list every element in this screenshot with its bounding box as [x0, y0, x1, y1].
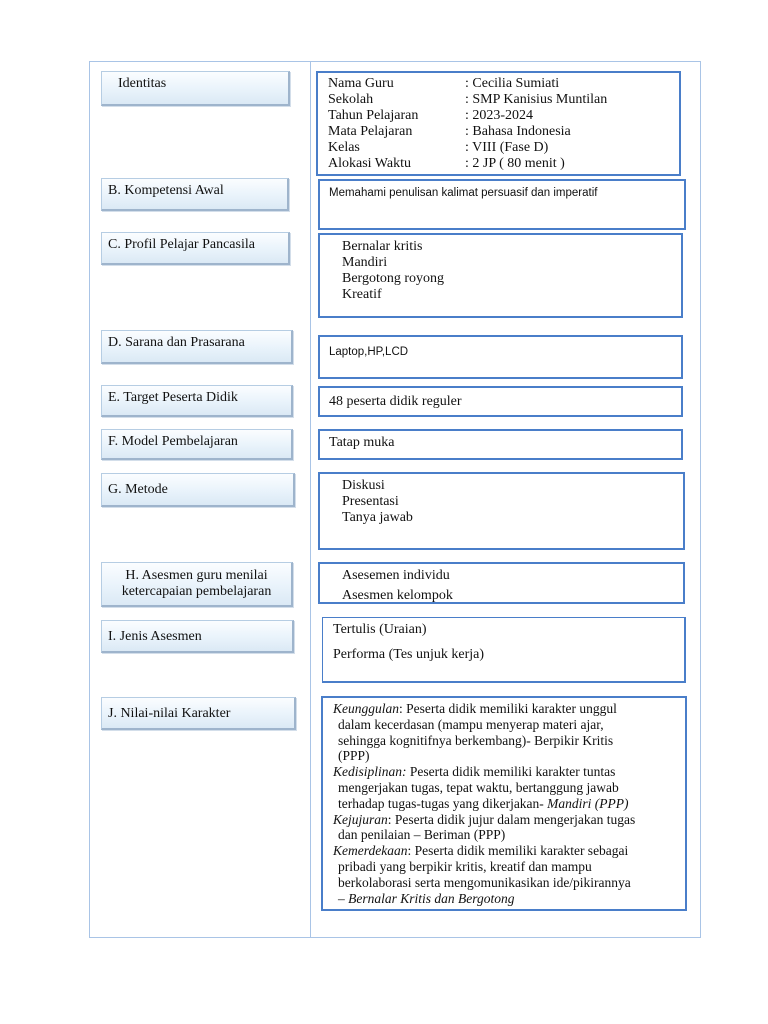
identitas-box [316, 71, 681, 176]
mata-pelajaran-value: : Bahasa Indonesia [465, 124, 571, 139]
profil-item: Bernalar kritis [342, 239, 423, 254]
sekolah-value: : SMP Kanisius Muntilan [465, 92, 608, 107]
target-value: 48 peserta didik reguler [329, 394, 462, 409]
identitas-table [328, 76, 669, 172]
asesmen-guru-label-line2: ketercapaian pembelajaran [121, 584, 272, 599]
nama-guru-value: : Cecilia Sumiati [465, 76, 560, 91]
kedisiplinan-text: Peserta didik memiliki karakter tuntas [406, 764, 616, 780]
tahun-pelajaran-value: : 2023-2024 [465, 108, 534, 123]
sarana-box [318, 335, 683, 379]
kemerdekaan-text: pribadi yang berpikir kritis, kreatif dan mampu [338, 858, 592, 874]
jenis-asesmen-box [322, 617, 686, 683]
kelas-key: Kelas [328, 140, 360, 155]
kejujuran-text: : Peserta didik jujur dalam mengerjakan tugas [387, 811, 636, 827]
kelas-value: : VIII (Fase D) [465, 140, 549, 155]
kompetensi-awal-label: B. Kompetensi Awal [101, 178, 289, 211]
metode-item: Tanya jawab [342, 510, 413, 525]
tahun-pelajaran-key: Tahun Pelajaran [328, 108, 419, 123]
keunggulan-text: sehingga kognitifnya berkembang)- Berpikir Kritis [338, 732, 614, 748]
column-divider [310, 62, 311, 938]
metode-item: Presentasi [342, 494, 399, 509]
kemerdekaan-paragraph [333, 843, 675, 906]
asesmen-guru-label-line1: H. Asesmen guru menilai [125, 568, 268, 583]
jenis-asesmen-item: Performa (Tes unjuk kerja) [333, 647, 485, 662]
profil-item: Kreatif [342, 287, 382, 302]
kompetensi-awal-box [318, 179, 686, 230]
alokasi-waktu-value: : 2 JP ( 80 menit ) [465, 156, 565, 171]
asesmen-guru-label [101, 562, 293, 607]
asesmen-guru-box [318, 562, 685, 604]
model-value: Tatap muka [329, 435, 395, 450]
model-label: F. Model Pembelajaran [101, 429, 293, 460]
sarana-label: D. Sarana dan Prasarana [101, 330, 293, 364]
kejujuran-paragraph [333, 812, 675, 844]
kedisiplinan-term: Kedisiplinan: [333, 764, 407, 780]
profil-item: Mandiri [342, 255, 388, 270]
kemerdekaan-text: : Peserta didik memiliki karakter sebagai [407, 843, 629, 859]
profil-pelajar-box [318, 233, 683, 318]
kompetensi-awal-value: Memahami penulisan kalimat persuasif dan imperatif [329, 187, 598, 199]
nama-guru-key: Nama Guru [328, 76, 394, 91]
keunggulan-term: Keunggulan [333, 701, 399, 716]
nilai-karakter-box [321, 696, 687, 911]
metode-label: G. Metode [101, 473, 295, 507]
sarana-value: Laptop,HP,LCD [329, 346, 409, 358]
kemerdekaan-text: berkolaborasi serta mengomunikasikan ide/pikirannya [338, 874, 631, 890]
keunggulan-text: (PPP) [338, 748, 370, 764]
kemerdekaan-term: Kemerdekaan [333, 843, 408, 859]
jenis-asesmen-label: I. Jenis Asesmen [101, 620, 294, 653]
metode-item: Diskusi [342, 478, 385, 493]
metode-box [318, 472, 685, 550]
keunggulan-text: : Peserta didik memiliki karakter unggul [399, 701, 617, 716]
kejujuran-text: dan penilaian – Beriman (PPP) [338, 827, 506, 843]
profil-item: Bergotong royong [342, 271, 445, 286]
asesmen-item: Asesmen kelompok [342, 588, 453, 603]
kedisiplinan-text: terhadap tugas-tugas yang dikerjakan- [338, 795, 548, 811]
keunggulan-text: dalam kecerdasan (mampu menyerap materi ajar, [338, 716, 604, 732]
target-box [318, 386, 683, 417]
keunggulan-paragraph [333, 701, 675, 764]
mata-pelajaran-key: Mata Pelajaran [328, 124, 413, 139]
kejujuran-term: Kejujuran [333, 811, 388, 827]
jenis-asesmen-item: Tertulis (Uraian) [333, 622, 427, 637]
kemerdekaan-text: – Bernalar Kritis dan Bergotong [338, 890, 515, 906]
alokasi-waktu-key: Alokasi Waktu [328, 156, 411, 171]
identitas-label: Identitas [101, 71, 290, 106]
kedisiplinan-ppp: Mandiri (PPP) [547, 795, 629, 811]
asesmen-item: Asesemen individu [342, 568, 450, 583]
model-box [318, 429, 683, 460]
sekolah-key: Sekolah [328, 92, 374, 107]
kedisiplinan-paragraph [333, 764, 675, 811]
profil-pelajar-label: C. Profil Pelajar Pancasila [101, 232, 290, 265]
kedisiplinan-text: mengerjakan tugas, tepat waktu, bertanggung jawab [338, 779, 619, 795]
nilai-karakter-label: J. Nilai-nilai Karakter [101, 697, 296, 730]
target-label: E. Target Peserta Didik [101, 385, 293, 417]
